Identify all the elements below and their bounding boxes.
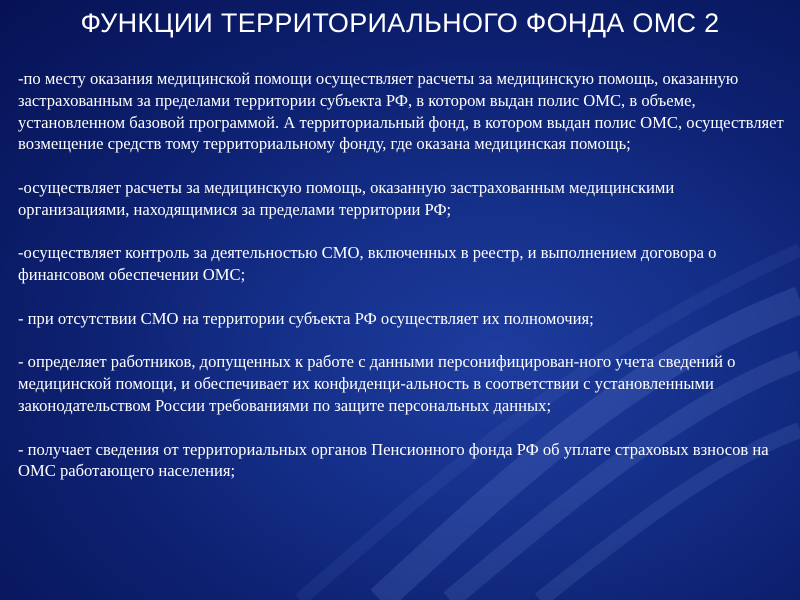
slide-title: ФУНКЦИИ ТЕРРИТОРИАЛЬНОГО ФОНДА ОМС 2 — [80, 8, 720, 38]
paragraph-pension-fund-info: - получает сведения от территориальных органов Пенсионного фонда РФ об уплате страховых взносов на ОМС работающего населения; — [18, 439, 769, 481]
paragraph-smo-powers: - при отсутствии СМО на территории субъекта РФ осуществляет их полномочия; — [18, 308, 594, 328]
slide-body — [18, 68, 788, 504]
paragraph-smo-control: -осуществляет контроль за деятельностью СМО, включенных в реестр, и выполнением договора о финансовом обеспечении ОМС; — [18, 243, 717, 285]
paragraph-interregional-settlements: -по месту оказания медицинской помощи осуществляет расчеты за медицинскую помощь, оказанную застрахованным за пределами территории субъекта РФ, в котором выдан полис ОМС, в объеме, установленном базовой программой. А территориальный фонд, в котором выдан полис ОМС, осуществляет возмещение средств тому территориальному фонду, где оказана медицинская помощь; — [18, 69, 784, 154]
paragraph-personal-data: - определяет работников, допущенных к работе с данными персонифицирован-ного учета сведений о медицинской помощи, и обеспечивает их конфиденци-альность в соответствии с установленными законодательством России требованиями по защите персональных данных; — [18, 352, 736, 415]
paragraph-foreign-settlements: -осуществляет расчеты за медицинскую помощь, оказанную застрахованным медицинскими организациями, находящимися за пределами территории РФ; — [18, 177, 675, 219]
